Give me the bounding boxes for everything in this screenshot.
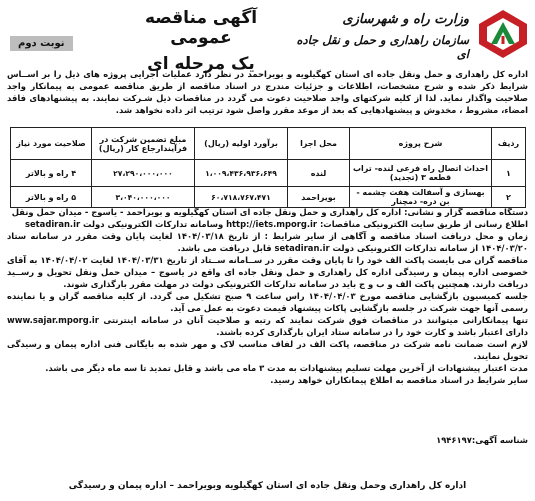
table-row [11, 187, 526, 208]
eligibility-paragraph: تنها پیمانکارانی میتوانند در مناقصات فوق شرکت نمایند که رتبه و صلاحیت آنان در سامانه اینترنتی www.sajar.mporg.ir دارای اعتبار باشد و کارت خود را در سامانه ستاد ایران بارگذاری کرده باشند. [7, 315, 528, 337]
cell-project: احداث اتصال راه فرعی لنده- تراب قطعه ۳ (تجدید) [350, 160, 492, 187]
notice-title-line1: آگهی مناقصه عمومی [144, 8, 258, 48]
guarantee-value: ۲۷،۲۹۰،۰۰۰،۰۰۰ [113, 168, 173, 178]
conditions-section [7, 206, 528, 386]
cell-guarantee [92, 187, 195, 208]
ad-id: شناسه آگهی:۱۹۴۶۱۹۷ [436, 435, 528, 445]
notice-title-line2: یک مرحله ای [147, 54, 255, 74]
notice-header [6, 6, 529, 74]
table-row [11, 160, 526, 187]
cell-location: لنده [288, 160, 350, 187]
cell-row-number: ۱ [492, 160, 526, 187]
cell-row-number: ۲ [492, 187, 526, 208]
header-estimate: برآورد اولیه (ریال) [195, 128, 288, 160]
header-location: محل اجرا [288, 128, 350, 160]
cell-location: بویراحمد [288, 187, 350, 208]
cell-estimate [195, 187, 288, 208]
estimate-value: ۱،۰۰۹،۴۳۶،۹۳۶،۶۴۹ [205, 168, 277, 178]
header-project: شرح پروژه [350, 128, 492, 160]
cell-estimate [195, 160, 288, 187]
cell-qualification: ۵ راه و بالاتر [11, 187, 92, 208]
header-qualification: صلاحیت مورد نیاز [11, 128, 92, 160]
cell-project: بهسازی و آسفالت هفت چشمه - بن دره- دمچنار [350, 187, 492, 208]
other-conditions-paragraph: سایر شرایط در اسناد مناقصه به اطلاع پیمانکاران خواهد رسید. [270, 375, 528, 385]
notice-title [116, 8, 286, 74]
intro-paragraph: اداره کل راهداری و حمل ونقل جاده ای استان کهگیلویه و بویراحمد در نظر دارد عملیات اجرایی پروژه های ذیل را بر اســاس شرایط ذکر شده و شرح مشخصات، اطلاعات و جزئیات مندرج در اسناد مناقصه از طریق مناقصه عمومی به پیمانکار واجد صلاحیت واگذار نماید. لذا از کلیه شرکتهای واجد صلاحیت دعوت می گردد در مناقصات ذیل شـرکت نمایند. به پیشنهادهای فاقد امضاء، مشروط ، مخدوش و پیشنهادهایی که بعد از موعد مقرر واصل شود ترتیب اثر داده نخواهد شد. [7, 69, 528, 115]
header-row-number: ردیف [492, 128, 526, 160]
publication-round-badge: نوبت دوم [10, 36, 73, 51]
opening-session-paragraph: جلسه کمیسیون بازگشایی مناقصه مورخ ۱۴۰۴/۰۴/۰۳ راس ساعت ۹ صبح تشکیل می گردد. از کلیه مناقصه گران و یا نماینده رسمی آنها جهت شرکت در جلسه بازگشایی پاکات پیشنهاد قیمت دعوت به عمل می آید. [7, 291, 528, 313]
road-transport-organization-logo [477, 8, 529, 60]
info-website-paragraph: اطلاع رسانی از طریق سایت الکترونیکی مناقصات: http://iets.mporg.ir وسامانه تدارکات الکترونیکی دولت setadiran.ir [25, 219, 528, 229]
documents-time-paragraph: زمان و محل دریافت اسناد مناقصه و آگاهی از سایر شرایط : از تاریخ ۱۴۰۴/۰۳/۱۸ لغایت پایان وقت مقرر در سامانه ستاد ۱۴۰۴/۰۳/۲۰ از سامانه تدارکات الکترونیکی دولت setadiran.ir قابل دریافت می باشد. [7, 231, 528, 253]
organization-subname: سازمان راهداری و حمل و نقل جاده ای [296, 33, 469, 61]
footer-signature: اداره کل راهداری وحمل ونقل جاده ای استان کهگیلویه وبویراحمد – اداره پیمان و رسیدگی [68, 481, 467, 491]
tender-authority-paragraph: دستگاه مناقصه گزار و نشانی: اداره کل راهداری و حمل ونقل جاده ای استان کهگیلویه و بویراحمد - یاسوج - میدان حمل ونقل [11, 207, 528, 217]
guarantee-paragraph: لازم است ضمانت نامه شرکت در مناقصه، پاکت الف در لفاف مناسب لاک و مهر شده به بایگانی فنی اداره پیمان و رسیدگی تحویل نمایند. [7, 339, 528, 361]
organization-name [294, 12, 469, 61]
cell-qualification: ۴ راه و بالاتر [11, 160, 92, 187]
estimate-value: ۶۰،۷۱۸،۷۶۷،۴۷۱ [211, 192, 271, 202]
table-header-row [11, 128, 526, 160]
ministry-name: وزارت راه و شهرسازی [342, 12, 469, 27]
guarantee-value: ۳،۰۴۰،۰۰۰،۰۰۰ [115, 192, 171, 202]
validity-paragraph: مدت اعتبار پیشنهادات از آخرین مهلت تسلیم پیشنهادات به مدت ۳ ماه می باشد و قابل تمدید تا سه ماه دیگر می باشد. [45, 363, 528, 373]
header-guarantee: مبلغ تضمین شرکت در فرآیندارجاع کار (ریال) [92, 128, 195, 160]
cell-guarantee [92, 160, 195, 187]
projects-table [10, 127, 526, 208]
submission-paragraph: مناقصه گران می بایست پاکت الف خود را تا پایان وقت مقرر در ســامانه ســتاد از تاریخ ۱۴۰۴/۰۳/۳۱ لغایت ۱۴۰۴/۰۴/۰۲ به آقای خصوصی اداره پیمان و رسیدگی اداره کل راهداری و حمل ونقل جاده ای واقع در یاسوج – میدان حمل ونقل تحویل و رســید دریافت دارند. همچنین پاکت الف و ب و ج باید در سامانه تدارکات الکترونیکی دولت در مهلت مقرر بارگذاری شوند. [7, 255, 528, 289]
